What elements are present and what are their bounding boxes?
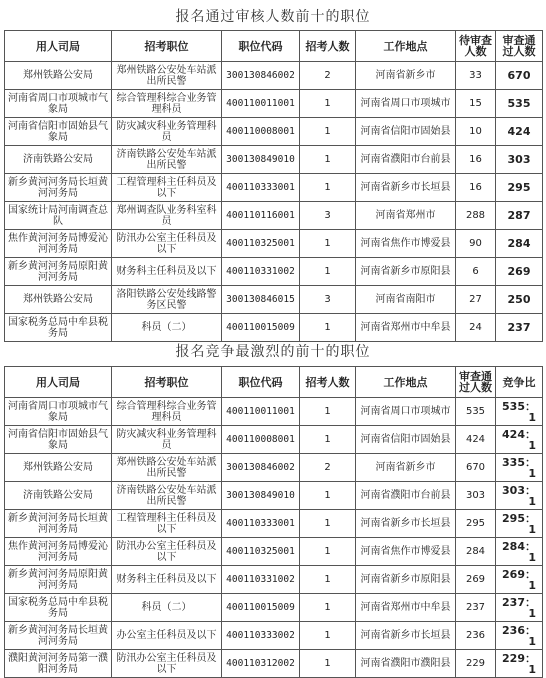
table2-cell-6-4: 河南省新乡市原阳县 [356, 566, 456, 594]
table1-cell-7-0: 新乡黄河河务局原阳黄河河务局 [5, 258, 112, 286]
table1-cell-3-1: 济南铁路公安处车站派出所民警 [112, 146, 222, 174]
table-row [5, 62, 543, 90]
table-row [5, 90, 543, 118]
table2-header-2: 职位代码 [222, 367, 300, 398]
table2-cell-3-5: 303 [456, 482, 496, 510]
table2-cell-2-0: 郑州铁路公安局 [5, 454, 112, 482]
table2-cell-6-5: 269 [456, 566, 496, 594]
table1-cell-8-0: 郑州铁路公安局 [5, 286, 112, 314]
table1-cell-3-6: 303 [496, 146, 543, 174]
table-row [5, 174, 543, 202]
table2-cell-1-0: 河南省信阳市固始县气象局 [5, 426, 112, 454]
table1-header-5: 待审查人数 [456, 31, 496, 62]
table1-cell-5-5: 288 [456, 202, 496, 230]
table2-header-5: 审查通过人数 [456, 367, 496, 398]
table1-cell-7-6: 269 [496, 258, 543, 286]
table2-cell-9-0: 濮阳黄河河务局第一濮阳河务局 [5, 650, 112, 678]
table-row [5, 454, 543, 482]
table-row [5, 622, 543, 650]
table2-cell-4-4: 河南省新乡市长垣县 [356, 510, 456, 538]
table2-cell-4-5: 295 [456, 510, 496, 538]
table-row [5, 118, 543, 146]
table2-cell-8-4: 河南省新乡市长垣县 [356, 622, 456, 650]
table2-cell-3-2: 300130849010 [222, 482, 300, 510]
table2-cell-8-5: 236 [456, 622, 496, 650]
table1-cell-4-6: 295 [496, 174, 543, 202]
table2-cell-1-6: 424：1 [496, 426, 543, 454]
table2-cell-6-3: 1 [300, 566, 356, 594]
table2-cell-6-6: 269：1 [496, 566, 543, 594]
table1-header-3: 招考人数 [300, 31, 356, 62]
table1-cell-3-5: 16 [456, 146, 496, 174]
table-row [5, 146, 543, 174]
table1-cell-9-6: 237 [496, 314, 543, 342]
table-top-competition [4, 366, 543, 678]
table1-cell-6-2: 400110325001 [222, 230, 300, 258]
table1-cell-6-0: 焦作黄河河务局博爱沁河河务局 [5, 230, 112, 258]
table2-header-0: 用人司局 [5, 367, 112, 398]
table1-header-1: 招考职位 [112, 31, 222, 62]
table-row [5, 314, 543, 342]
table1-cell-7-2: 400110331002 [222, 258, 300, 286]
table-top-approved [4, 30, 543, 342]
table1-title: 报名通过审核人数前十的职位 [175, 9, 371, 25]
table2-cell-5-5: 284 [456, 538, 496, 566]
table1-cell-7-3: 1 [300, 258, 356, 286]
table2-cell-1-4: 河南省信阳市固始县 [356, 426, 456, 454]
table1-cell-1-5: 15 [456, 90, 496, 118]
table2-cell-8-0: 新乡黄河河务局长垣黄河河务局 [5, 622, 112, 650]
table1-cell-4-0: 新乡黄河河务局长垣黄河河务局 [5, 174, 112, 202]
table1-cell-4-1: 工程管理科主任科员及以下 [112, 174, 222, 202]
table1-cell-4-3: 1 [300, 174, 356, 202]
table1-cell-9-4: 河南省郑州市中牟县 [356, 314, 456, 342]
table1-cell-7-4: 河南省新乡市原阳县 [356, 258, 456, 286]
table1-cell-7-5: 6 [456, 258, 496, 286]
table-row [5, 538, 543, 566]
table1-cell-5-0: 国家统计局河南调查总队 [5, 202, 112, 230]
table2-cell-9-3: 1 [300, 650, 356, 678]
table1-cell-0-6: 670 [496, 62, 543, 90]
table-row [5, 258, 543, 286]
table2-cell-3-1: 济南铁路公安处车站派出所民警 [112, 482, 222, 510]
table1-cell-8-1: 洛阳铁路公安处线路警务区民警 [112, 286, 222, 314]
table1-cell-5-6: 287 [496, 202, 543, 230]
table1-header-6: 审查通过人数 [496, 31, 543, 62]
table-row [5, 286, 543, 314]
table1-cell-6-6: 284 [496, 230, 543, 258]
table1-cell-4-5: 16 [456, 174, 496, 202]
table2-cell-1-5: 424 [456, 426, 496, 454]
table2-cell-4-6: 295：1 [496, 510, 543, 538]
table2-cell-7-1: 科员（二） [112, 594, 222, 622]
table2-header-4: 工作地点 [356, 367, 456, 398]
table2-header-1: 招考职位 [112, 367, 222, 398]
table2-cell-7-3: 1 [300, 594, 356, 622]
table1-cell-3-3: 1 [300, 146, 356, 174]
table2-cell-9-1: 防汛办公室主任科员及以下 [112, 650, 222, 678]
table1-cell-2-0: 河南省信阳市固始县气象局 [5, 118, 112, 146]
table1-cell-0-0: 郑州铁路公安局 [5, 62, 112, 90]
table1-cell-9-0: 国家税务总局中牟县税务局 [5, 314, 112, 342]
table2-cell-9-4: 河南省濮阳市濮阳县 [356, 650, 456, 678]
table2-cell-7-5: 237 [456, 594, 496, 622]
table1-cell-9-3: 1 [300, 314, 356, 342]
table2-cell-4-3: 1 [300, 510, 356, 538]
table1-cell-4-2: 400110333001 [222, 174, 300, 202]
table2-cell-2-6: 335：1 [496, 454, 543, 482]
table2-cell-4-0: 新乡黄河河务局长垣黄河河务局 [5, 510, 112, 538]
table2-header-6: 竞争比 [496, 367, 543, 398]
table2-cell-4-2: 400110333001 [222, 510, 300, 538]
table2-cell-8-6: 236：1 [496, 622, 543, 650]
table2-header-3: 招考人数 [300, 367, 356, 398]
table1-cell-2-2: 400110008001 [222, 118, 300, 146]
table2-cell-3-0: 济南铁路公安局 [5, 482, 112, 510]
table1-cell-2-1: 防灾减灾科业务管理科员 [112, 118, 222, 146]
table2-cell-5-0: 焦作黄河河务局博爱沁河河务局 [5, 538, 112, 566]
table1-cell-2-5: 10 [456, 118, 496, 146]
table1-cell-8-6: 250 [496, 286, 543, 314]
table1-cell-6-3: 1 [300, 230, 356, 258]
table2-cell-8-1: 办公室主任科员及以下 [112, 622, 222, 650]
table1-cell-8-4: 河南省南阳市 [356, 286, 456, 314]
table1-cell-0-2: 300130846002 [222, 62, 300, 90]
table1-cell-4-4: 河南省新乡市长垣县 [356, 174, 456, 202]
table2-cell-1-2: 400110008001 [222, 426, 300, 454]
table2-title: 报名竞争最激烈的前十的职位 [175, 344, 371, 360]
table1-cell-3-4: 河南省濮阳市台前县 [356, 146, 456, 174]
table1-cell-0-1: 郑州铁路公安处车站派出所民警 [112, 62, 222, 90]
table1-cell-1-3: 1 [300, 90, 356, 118]
table2-cell-4-1: 工程管理科主任科员及以下 [112, 510, 222, 538]
table2-cell-2-4: 河南省新乡市 [356, 454, 456, 482]
table2-cell-7-2: 400110015009 [222, 594, 300, 622]
table1-cell-5-3: 3 [300, 202, 356, 230]
table2-cell-3-3: 1 [300, 482, 356, 510]
table1-cell-3-0: 济南铁路公安局 [5, 146, 112, 174]
table2-cell-6-2: 400110331002 [222, 566, 300, 594]
table2-cell-7-0: 国家税务总局中牟县税务局 [5, 594, 112, 622]
table-row [5, 202, 543, 230]
table1-cell-1-2: 400110011001 [222, 90, 300, 118]
table2-cell-5-3: 1 [300, 538, 356, 566]
table2-cell-5-4: 河南省焦作市博爱县 [356, 538, 456, 566]
table2-cell-3-4: 河南省濮阳市台前县 [356, 482, 456, 510]
table1-cell-5-4: 河南省郑州市 [356, 202, 456, 230]
table1-cell-1-4: 河南省周口市项城市 [356, 90, 456, 118]
table2-cell-0-5: 535 [456, 398, 496, 426]
table-row [5, 398, 543, 426]
table2-cell-9-2: 400110312002 [222, 650, 300, 678]
table2-cell-8-3: 1 [300, 622, 356, 650]
table2-cell-9-6: 229：1 [496, 650, 543, 678]
table1-cell-1-6: 535 [496, 90, 543, 118]
table-row [5, 510, 543, 538]
table1-cell-2-3: 1 [300, 118, 356, 146]
table1-cell-3-2: 300130849010 [222, 146, 300, 174]
table2-cell-0-0: 河南省周口市项城市气象局 [5, 398, 112, 426]
table1-cell-0-3: 2 [300, 62, 356, 90]
table2-cell-2-2: 300130846002 [222, 454, 300, 482]
table-row [5, 566, 543, 594]
table2-cell-0-1: 综合管理科综合业务管理科员 [112, 398, 222, 426]
table2-cell-2-1: 郑州铁路公安处车站派出所民警 [112, 454, 222, 482]
table2-cell-1-1: 防灾减灾科业务管理科员 [112, 426, 222, 454]
table2-cell-6-0: 新乡黄河河务局原阳黄河河务局 [5, 566, 112, 594]
table1-cell-2-4: 河南省信阳市固始县 [356, 118, 456, 146]
table2-cell-5-2: 400110325001 [222, 538, 300, 566]
table1-cell-1-0: 河南省周口市项城市气象局 [5, 90, 112, 118]
table1-cell-0-4: 河南省新乡市 [356, 62, 456, 90]
table2-cell-0-3: 1 [300, 398, 356, 426]
table1-cell-9-1: 科员（二） [112, 314, 222, 342]
table2-cell-0-6: 535：1 [496, 398, 543, 426]
table-row [5, 650, 543, 678]
table2-cell-2-3: 2 [300, 454, 356, 482]
table2-cell-0-4: 河南省周口市项城市 [356, 398, 456, 426]
table1-cell-5-2: 400110116001 [222, 202, 300, 230]
table1-cell-6-4: 河南省焦作市博爱县 [356, 230, 456, 258]
table1-cell-2-6: 424 [496, 118, 543, 146]
table2-cell-3-6: 303：1 [496, 482, 543, 510]
table1-cell-6-1: 防汛办公室主任科员及以下 [112, 230, 222, 258]
table2-cell-7-6: 237：1 [496, 594, 543, 622]
table1-cell-6-5: 90 [456, 230, 496, 258]
table1-header-2: 职位代码 [222, 31, 300, 62]
table-row [5, 482, 543, 510]
table-row [5, 426, 543, 454]
table2-cell-7-4: 河南省郑州市中牟县 [356, 594, 456, 622]
table1-header-0: 用人司局 [5, 31, 112, 62]
table2-cell-2-5: 670 [456, 454, 496, 482]
table2-cell-5-1: 防汛办公室主任科员及以下 [112, 538, 222, 566]
table1-header-4: 工作地点 [356, 31, 456, 62]
table1-cell-7-1: 财务科主任科员及以下 [112, 258, 222, 286]
table2-cell-6-1: 财务科主任科员及以下 [112, 566, 222, 594]
table-row [5, 594, 543, 622]
table2-cell-8-2: 400110333002 [222, 622, 300, 650]
table1-cell-1-1: 综合管理科综合业务管理科员 [112, 90, 222, 118]
table1-cell-8-2: 300130846015 [222, 286, 300, 314]
table2-cell-9-5: 229 [456, 650, 496, 678]
table1-cell-8-3: 3 [300, 286, 356, 314]
table1-cell-8-5: 27 [456, 286, 496, 314]
table2-cell-5-6: 284：1 [496, 538, 543, 566]
table-row [5, 230, 543, 258]
table1-cell-9-2: 400110015009 [222, 314, 300, 342]
table2-cell-0-2: 400110011001 [222, 398, 300, 426]
table1-cell-0-5: 33 [456, 62, 496, 90]
table1-cell-9-5: 24 [456, 314, 496, 342]
table2-cell-1-3: 1 [300, 426, 356, 454]
table1-cell-5-1: 郑州调查队业务科室科员 [112, 202, 222, 230]
